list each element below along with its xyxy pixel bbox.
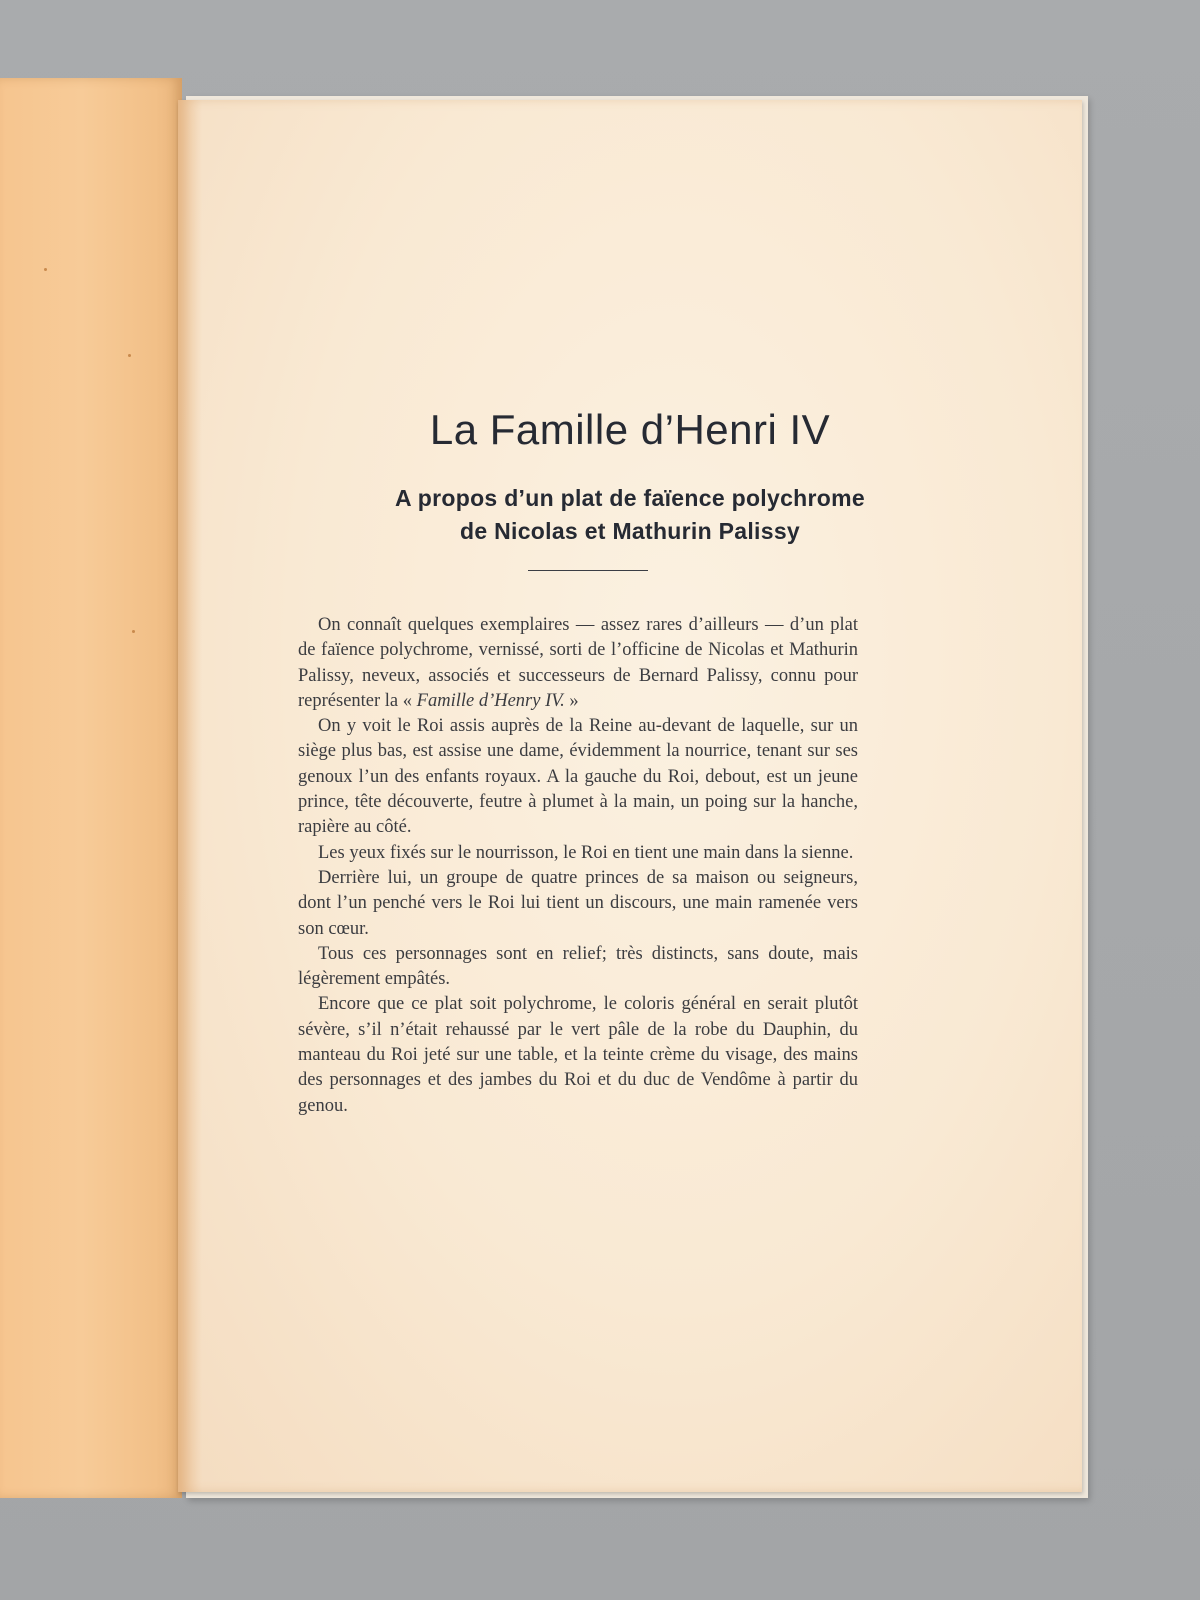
title-divider	[528, 570, 648, 571]
paragraph: Tous ces personnages sont en relief; très distincts, sans doute, mais légèrement empâtés.	[298, 943, 858, 990]
paragraph-text: On connaît quelques exemplaires — assez rares d’ailleurs — d’un plat de faïence polychrome, vernissé, sorti de l’officine de Nicolas et Mathurin Palissy, neveux, associés et successeurs de Bernard Palissy, connu pour représenter la «	[298, 615, 858, 711]
subtitle-line: A propos d’un plat de faïence polychrome	[395, 485, 865, 511]
page-subtitle	[178, 482, 1082, 548]
right-page	[178, 100, 1082, 1492]
paper-speck	[128, 354, 131, 357]
paragraph	[298, 613, 858, 714]
left-page	[0, 78, 182, 1498]
body-text	[298, 613, 858, 1119]
paragraph: On y voit le Roi assis auprès de la Reine au-devant de laquelle, sur un siège plus bas, est assise une dame, évidemment la nourrice, tenant sur ses genoux l’un des enfants royaux. A la gauche du Roi, debout, est un jeune prince, tête découverte, feutre à plumet à la main, un poing sur la hanche, rapière au côté.	[298, 716, 858, 838]
subtitle-line: de Nicolas et Mathurin Palissy	[459, 518, 801, 544]
paragraph: Encore que ce plat soit polychrome, le coloris général en serait plutôt sévère, s’il n’était rehaussé par le vert pâle de la robe du Dauphin, du manteau du Roi jeté sur une table, et la teinte crème du visage, des mains des personnages et des jambes du Roi et du duc de Vendôme à partir du genou.	[298, 994, 858, 1116]
italic-title: Famille d’Henry IV.	[416, 690, 565, 711]
paper-speck	[44, 268, 47, 271]
paragraph: Les yeux fixés sur le nourrisson, le Roi en tient une main dans la sienne.	[318, 842, 854, 863]
page-title: La Famille d’Henri IV	[429, 406, 831, 453]
closing-quote: »	[564, 690, 579, 711]
paper-speck	[132, 630, 135, 633]
paragraph: Derrière lui, un groupe de quatre princes de sa maison ou seigneurs, dont l’un penché vers le Roi lui tient un discours, une main ramenée vers son cœur.	[298, 867, 858, 939]
